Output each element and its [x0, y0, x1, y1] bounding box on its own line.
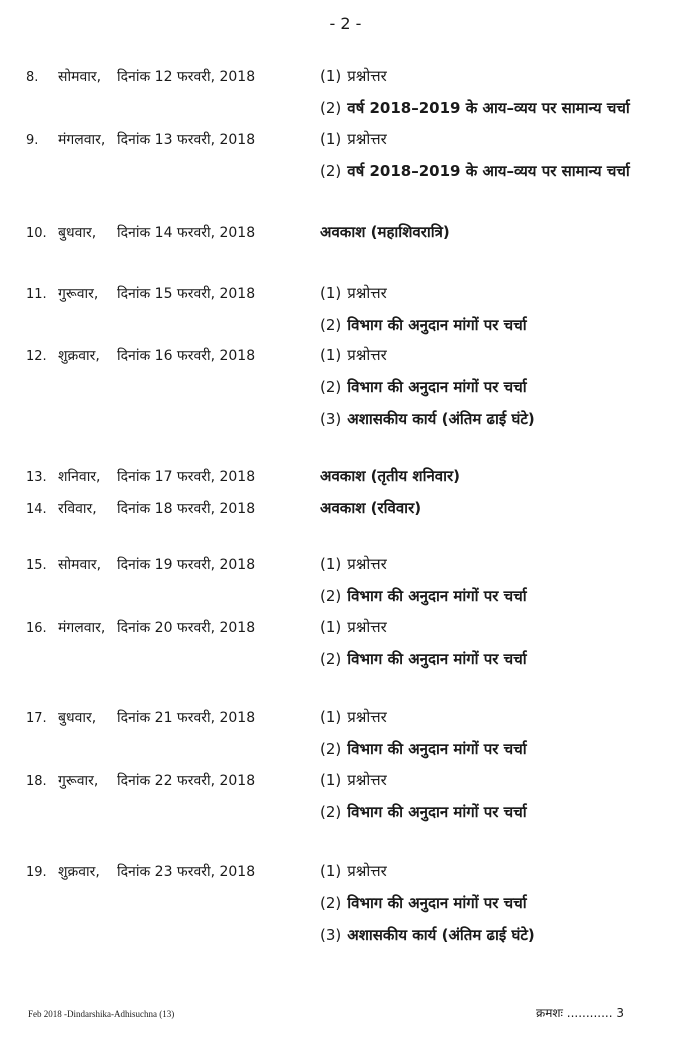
agenda-item [320, 586, 527, 606]
schedule-line [0, 645, 691, 677]
schedule-line [0, 582, 691, 614]
agenda-item-text: विभाग की अनुदान मांगों पर चर्चा [347, 316, 527, 334]
schedule-entry [0, 62, 691, 126]
footer-continued-note: क्रमशः ............ 3 [536, 1006, 625, 1020]
agenda-item-index: (1) [320, 708, 342, 726]
schedule-line [0, 889, 691, 921]
agenda-item-text: विभाग की अनुदान मांगों पर चर्चा [347, 803, 527, 821]
agenda-item-index: (1) [320, 862, 342, 880]
entry-day: सोमवार, [58, 557, 102, 573]
schedule-entry [0, 341, 691, 437]
schedule-entry [0, 550, 691, 614]
agenda-item-index: (2) [320, 99, 342, 117]
agenda-item-index: (1) [320, 346, 342, 364]
agenda-item [320, 377, 527, 397]
agenda-item-index: (2) [320, 894, 342, 912]
schedule-line [0, 735, 691, 767]
agenda-item [320, 409, 535, 429]
schedule-entry [0, 703, 691, 767]
entry-day: गुरूवार, [58, 286, 99, 302]
entry-date: दिनांक 13 फरवरी, 2018 [117, 132, 256, 148]
entry-day: शुक्रवार, [58, 348, 100, 364]
schedule-entry [0, 857, 691, 953]
agenda-item-index: (2) [320, 316, 342, 334]
schedule-line [0, 94, 691, 126]
agenda-item-text: प्रश्नोत्तर [347, 130, 387, 148]
agenda-item-text: अवकाश (महाशिवरात्रि) [320, 223, 450, 241]
entry-number: 10. [26, 226, 47, 241]
footer-file-reference: Feb 2018 -Dindarshika-Adhisuchna (13) [28, 1009, 175, 1019]
agenda-item [320, 861, 387, 881]
schedule-entry [0, 613, 691, 677]
agenda-item-index: (3) [320, 926, 342, 944]
schedule-line [0, 218, 691, 250]
entry-day: बुधवार, [58, 710, 97, 726]
entry-day: मंगलवार, [58, 620, 106, 636]
agenda-item-text: विभाग की अनुदान मांगों पर चर्चा [347, 650, 527, 668]
schedule-line [0, 62, 691, 94]
agenda-item-index: (2) [320, 378, 342, 396]
schedule-line [0, 798, 691, 830]
agenda-item [320, 315, 527, 335]
agenda-item-index: (2) [320, 650, 342, 668]
agenda-item-text: प्रश्नोत्तर [347, 555, 387, 573]
entry-date: दिनांक 18 फरवरी, 2018 [117, 501, 256, 517]
agenda-item-text: प्रश्नोत्तर [347, 346, 387, 364]
agenda-item [320, 498, 421, 518]
agenda-item-text: अशासकीय कार्य (अंतिम ढाई घंटे) [347, 926, 535, 944]
agenda-item-text: प्रश्नोत्तर [347, 618, 387, 636]
schedule-line [0, 766, 691, 798]
schedule-entry [0, 462, 691, 494]
agenda-item [320, 161, 630, 181]
entry-date: दिनांक 14 फरवरी, 2018 [117, 225, 256, 241]
agenda-item-index: (2) [320, 803, 342, 821]
agenda-item-index: (2) [320, 162, 342, 180]
agenda-item-text: विभाग की अनुदान मांगों पर चर्चा [347, 378, 527, 396]
agenda-item [320, 98, 630, 118]
entry-number: 12. [26, 349, 47, 364]
entry-day: गुरूवार, [58, 773, 99, 789]
agenda-item [320, 129, 387, 149]
schedule-line [0, 494, 691, 526]
agenda-item-index: (1) [320, 67, 342, 85]
schedule-line [0, 311, 691, 343]
agenda-item [320, 893, 527, 913]
agenda-item [320, 66, 387, 86]
agenda-item [320, 554, 387, 574]
agenda-item-index: (1) [320, 618, 342, 636]
entry-date: दिनांक 19 फरवरी, 2018 [117, 557, 256, 573]
entry-date: दिनांक 15 फरवरी, 2018 [117, 286, 256, 302]
agenda-item-text: प्रश्नोत्तर [347, 708, 387, 726]
entry-date: दिनांक 16 फरवरी, 2018 [117, 348, 256, 364]
schedule-line [0, 125, 691, 157]
agenda-item-text: विभाग की अनुदान मांगों पर चर्चा [347, 740, 527, 758]
entry-number: 16. [26, 621, 47, 636]
entry-number: 18. [26, 774, 47, 789]
agenda-item-text: प्रश्नोत्तर [347, 67, 387, 85]
entry-date: दिनांक 23 फरवरी, 2018 [117, 864, 256, 880]
schedule-entry [0, 279, 691, 343]
schedule-line [0, 613, 691, 645]
agenda-item-text: प्रश्नोत्तर [347, 771, 387, 789]
entry-day: बुधवार, [58, 225, 97, 241]
schedule-entry [0, 494, 691, 526]
agenda-item-text: अशासकीय कार्य (अंतिम ढाई घंटे) [347, 410, 535, 428]
entry-number: 17. [26, 711, 47, 726]
schedule-line [0, 703, 691, 735]
agenda-item-text: प्रश्नोत्तर [347, 284, 387, 302]
agenda-item-index: (1) [320, 771, 342, 789]
entry-number: 8. [26, 70, 39, 85]
entry-number: 14. [26, 502, 47, 517]
agenda-item [320, 222, 450, 242]
agenda-item [320, 649, 527, 669]
agenda-item [320, 707, 387, 727]
agenda-item [320, 283, 387, 303]
entry-number: 9. [26, 133, 39, 148]
page-number: - 2 - [329, 14, 362, 33]
agenda-item [320, 466, 460, 486]
entry-date: दिनांक 17 फरवरी, 2018 [117, 469, 256, 485]
entry-day: सोमवार, [58, 69, 102, 85]
agenda-item [320, 345, 387, 365]
schedule-entry [0, 125, 691, 189]
schedule-line [0, 921, 691, 953]
schedule-line [0, 550, 691, 582]
agenda-item-index: (2) [320, 587, 342, 605]
agenda-item [320, 739, 527, 759]
agenda-item [320, 617, 387, 637]
agenda-item-text: अवकाश (रविवार) [320, 499, 422, 517]
entry-day: मंगलवार, [58, 132, 106, 148]
schedule-line [0, 857, 691, 889]
agenda-item-text: वर्ष 2018–2019 के आय–व्यय पर सामान्य चर्चा [347, 99, 630, 117]
schedule-line [0, 157, 691, 189]
schedule-line [0, 279, 691, 311]
agenda-item-index: (1) [320, 284, 342, 302]
schedule-entry [0, 766, 691, 830]
entry-number: 19. [26, 865, 47, 880]
agenda-item-index: (3) [320, 410, 342, 428]
schedule-line [0, 373, 691, 405]
entry-date: दिनांक 12 फरवरी, 2018 [117, 69, 256, 85]
agenda-item-text: अवकाश (तृतीय शनिवार) [320, 467, 461, 485]
agenda-item-text: प्रश्नोत्तर [347, 862, 387, 880]
agenda-item-index: (2) [320, 740, 342, 758]
entry-number: 15. [26, 558, 47, 573]
entry-date: दिनांक 22 फरवरी, 2018 [117, 773, 256, 789]
entry-day: शनिवार, [58, 469, 101, 485]
entry-day: रविवार, [58, 501, 97, 517]
schedule-entry [0, 218, 691, 250]
entry-number: 11. [26, 287, 47, 302]
agenda-item [320, 925, 535, 945]
entry-date: दिनांक 20 फरवरी, 2018 [117, 620, 256, 636]
agenda-item-text: विभाग की अनुदान मांगों पर चर्चा [347, 894, 527, 912]
entry-date: दिनांक 21 फरवरी, 2018 [117, 710, 256, 726]
agenda-item [320, 770, 387, 790]
agenda-item-text: विभाग की अनुदान मांगों पर चर्चा [347, 587, 527, 605]
agenda-item-index: (1) [320, 130, 342, 148]
entry-day: शुक्रवार, [58, 864, 100, 880]
schedule-line [0, 405, 691, 437]
entry-number: 13. [26, 470, 47, 485]
agenda-item [320, 802, 527, 822]
schedule-line [0, 462, 691, 494]
agenda-item-text: वर्ष 2018–2019 के आय–व्यय पर सामान्य चर्चा [347, 162, 630, 180]
agenda-item-index: (1) [320, 555, 342, 573]
schedule-line [0, 341, 691, 373]
